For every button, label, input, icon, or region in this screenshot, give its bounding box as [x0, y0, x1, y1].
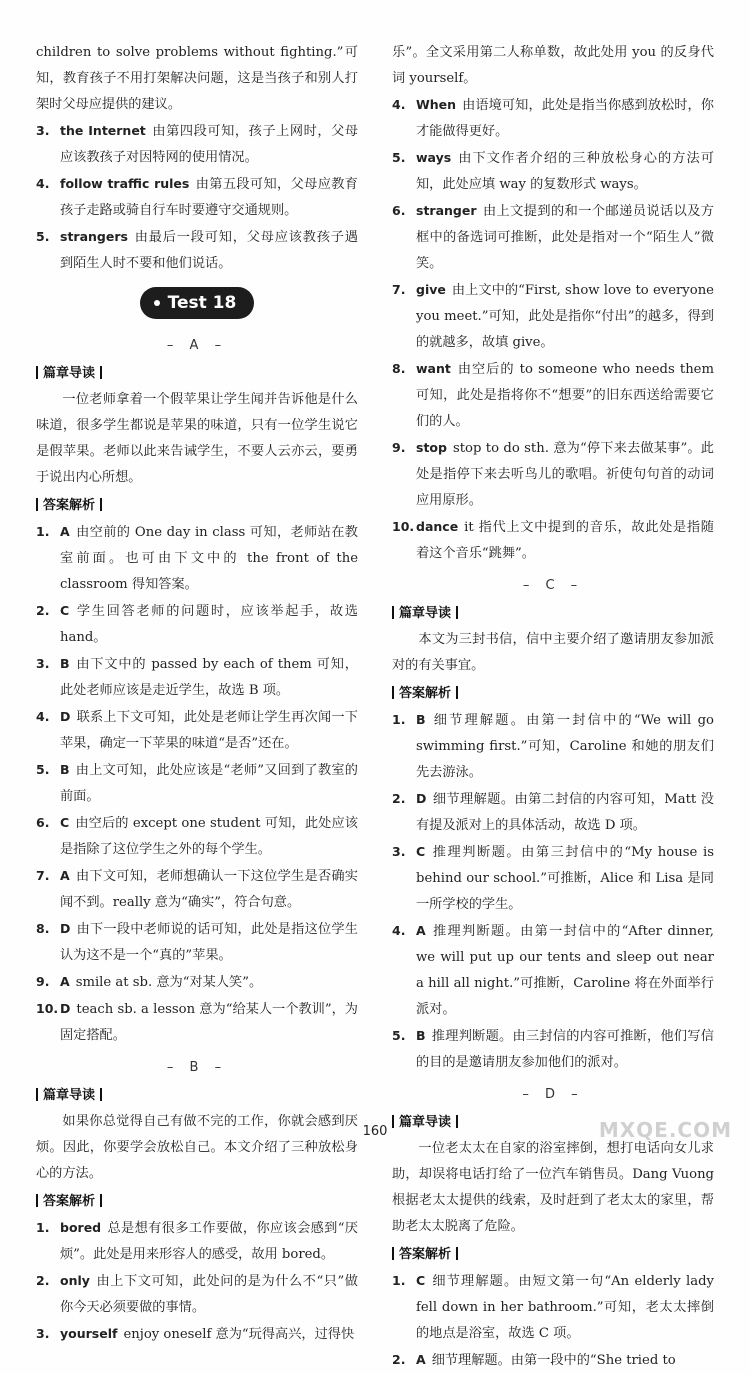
item-answer: give — [416, 282, 446, 297]
list-item — [36, 598, 358, 651]
list-item — [392, 356, 714, 435]
list-item — [392, 1347, 714, 1374]
guide-text: 本文为三封书信，信中主要介绍了邀请朋友参加派对的有关事宜。 — [392, 632, 714, 673]
item-number: 10. — [36, 1001, 59, 1016]
item-number: 2. — [36, 603, 50, 618]
item-answer: ways — [416, 150, 452, 165]
list-item — [36, 810, 358, 863]
item-text: smile at sb. 意为“对某人笑”。 — [75, 975, 263, 990]
guide-heading: 篇章导读 — [392, 1110, 714, 1136]
item-text: 细节理解题。由第一段中的“She tried to — [431, 1353, 676, 1368]
left-continued-text: children to solve problems without fighting.”可知，教育孩子不用打架解决问题，这是当孩子和别人打架时父母应提供的建议。 — [36, 45, 358, 112]
left-column — [36, 40, 358, 1348]
item-answer: strangers — [60, 229, 128, 244]
item-text: teach sb. a lesson 意为“给某人一个教训”，为固定搭配。 — [60, 1002, 358, 1043]
item-answer: bored — [60, 1220, 102, 1235]
item-number: 7. — [36, 868, 50, 883]
item-text: 由上文可知，此处应该是“老师”又回到了教室的前面。 — [60, 763, 358, 804]
item-answer: only — [60, 1273, 90, 1288]
item-answer: C — [416, 844, 426, 859]
item-number: 1. — [36, 1220, 50, 1235]
item-number: 1. — [36, 524, 50, 539]
list-item — [36, 519, 358, 598]
test-title: Test 18 — [167, 293, 237, 313]
item-answer: A — [60, 974, 70, 989]
part-d-items — [392, 1268, 714, 1374]
item-number: 2. — [392, 791, 406, 806]
item-number: 8. — [392, 361, 406, 376]
item-text: 由上下文可知，此处问的是为什么不“只”做你今天必须要做的事情。 — [60, 1274, 358, 1315]
right-top-items — [392, 92, 714, 567]
list-item — [36, 863, 358, 916]
item-number: 7. — [392, 282, 406, 297]
item-number: 5. — [36, 229, 50, 244]
item-text: 联系上下文可知，此处是老师让学生再次闻一下苹果，确定一下苹果的味道“是否”还在。 — [60, 710, 358, 751]
item-answer: D — [416, 791, 427, 806]
list-item — [36, 1321, 358, 1348]
item-text: 由下文作者介绍的三种放松身心的方法可知，此处应填 way 的复数形式 ways。 — [416, 151, 714, 192]
item-text: 细节理解题。由第二封信的内容可知，Matt 没有提及派对上的具体活动，故选 D 项。 — [416, 792, 714, 833]
list-item — [392, 145, 714, 198]
item-text: 推理判断题。由第三封信中的“My house is behind our school.”可推断，Alice 和 Lisa 是同一所学校的学生。 — [416, 845, 714, 912]
item-text: enjoy oneself 意为“玩得高兴，过得快 — [123, 1327, 355, 1342]
item-text: 学生回答老师的问题时，应该举起手，故选 hand。 — [60, 604, 358, 645]
part-a-label: – A – — [166, 338, 228, 353]
item-number: 2. — [36, 1273, 50, 1288]
list-item — [36, 704, 358, 757]
list-item — [392, 277, 714, 356]
item-text: 由下文可知，老师想确认一下这位学生是否确实闻不到。really 意为“确实”，符合句意。 — [60, 869, 358, 910]
item-answer: A — [416, 1352, 426, 1367]
item-number: 1. — [392, 1273, 406, 1288]
item-number: 8. — [36, 921, 50, 936]
item-number: 3. — [392, 844, 406, 859]
item-text: 由第五段可知，父母应教育孩子走路或骑自行车时要遵守交通规则。 — [60, 177, 358, 218]
part-b-label: – B – — [166, 1060, 228, 1075]
list-item — [36, 224, 358, 277]
list-item — [36, 651, 358, 704]
item-answer: D — [60, 709, 71, 724]
item-answer: B — [60, 656, 70, 671]
item-text: 推理判断题。由三封信的内容可推断，他们写信的目的是邀请朋友参加他们的派对。 — [416, 1029, 714, 1070]
item-text: 由空前的 One day in class 可知，老师站在教室前面。也可由下文中的 the front of the classroom 得知答案。 — [60, 525, 358, 592]
item-answer: dance — [416, 519, 459, 534]
item-text: 由下文中的 passed by each of them 可知，此处老师应该是走近学生，故选 B 项。 — [60, 657, 358, 698]
item-text: it 指代上文中提到的音乐，故此处是指随着这个音乐“跳舞”。 — [416, 520, 714, 561]
item-answer: B — [60, 762, 70, 777]
guide-text: 一位老太太在自家的浴室摔倒，想打电话向女儿求助，却误将电话打给了一位汽车销售员。Dang Vuong 根据老太太提供的线索，及时赶到了老太太的家里，帮助老太太脱离了危险。 — [392, 1141, 714, 1234]
item-answer: A — [60, 868, 70, 883]
watermark-logo: MXQE.COM — [598, 1118, 732, 1142]
list-item — [392, 918, 714, 1023]
item-answer: B — [416, 1028, 426, 1043]
list-item — [36, 916, 358, 969]
item-text: stop to do sth. 意为“停下来去做某事”。此处是指停下来去听鸟儿的歌唱。祈使句句首的动词应用原形。 — [416, 441, 714, 508]
item-number: 2. — [392, 1352, 406, 1367]
item-text: 由空后的 except one student 可知，此处应该是指除了这位学生之外的每个学生。 — [60, 816, 358, 857]
item-number: 3. — [36, 123, 50, 138]
item-text: 由上文中的“First, show love to everyone you meet.”可知，此处是指你“付出”的越多，得到的就越多，故填 give。 — [416, 283, 714, 350]
analysis-heading: 答案解析 — [36, 1189, 358, 1215]
test-title-badge — [140, 287, 255, 319]
list-item — [36, 118, 358, 171]
guide-text: 一位老师拿着一个假苹果让学生闻并告诉他是什么味道，很多学生都说是苹果的味道，只有一位学生说它是假苹果。老师以此来告诫学生，不要人云亦云，要勇于说出内心所想。 — [36, 392, 358, 485]
item-answer: A — [416, 923, 426, 938]
list-item — [36, 1215, 358, 1268]
item-answer: C — [60, 815, 70, 830]
list-item — [36, 757, 358, 810]
item-number: 9. — [36, 974, 50, 989]
guide-heading: 篇章导读 — [36, 1083, 358, 1109]
list-item — [392, 92, 714, 145]
item-answer: stranger — [416, 203, 477, 218]
item-number: 6. — [392, 203, 406, 218]
list-item — [36, 171, 358, 224]
item-number: 4. — [392, 923, 406, 938]
item-answer: C — [60, 603, 70, 618]
list-item — [392, 514, 714, 567]
test-title-wrap — [36, 287, 358, 319]
item-number: 5. — [392, 150, 406, 165]
analysis-heading: 答案解析 — [392, 1242, 714, 1268]
list-item — [392, 1023, 714, 1076]
item-answer: D — [60, 921, 71, 936]
item-number: 5. — [36, 762, 50, 777]
list-item — [392, 786, 714, 839]
item-number: 10. — [392, 519, 415, 534]
item-text: 推理判断题。由第一封信中的“After dinner, we will put up our tents and sleep out near a hill all night.”可推断，Caroline 将在外面举行派对。 — [416, 924, 714, 1017]
part-c-label: – C – — [522, 578, 584, 593]
item-text: 由下一段中老师说的话可知，此处是指这位学生认为这不是一个“真的”苹果。 — [60, 922, 358, 963]
part-a-items — [36, 519, 358, 1049]
list-item — [392, 839, 714, 918]
analysis-heading: 答案解析 — [36, 493, 358, 519]
item-number: 4. — [392, 97, 406, 112]
left-top-items — [36, 40, 358, 277]
list-item — [392, 1268, 714, 1347]
bullet-dot-icon — [154, 300, 160, 306]
analysis-heading: 答案解析 — [392, 681, 714, 707]
item-answer: C — [416, 1273, 426, 1288]
item-text: 总是想有很多工作要做，你应该会感到“厌烦”。此处是用来形容人的感受，故用 bored。 — [60, 1221, 358, 1262]
item-text: 细节理解题。由短文第一句“An elderly lady fell down in her bathroom.”可知，老太太摔倒的地点是浴室，故选 C 项。 — [416, 1274, 714, 1341]
page-number: 160 — [362, 1124, 388, 1139]
item-number: 9. — [392, 440, 406, 455]
list-item — [392, 707, 714, 786]
item-text: 由第四段可知，孩子上网时，父母应该教孩子对因特网的使用情况。 — [60, 124, 359, 165]
item-text: 由最后一段可知，父母应该教孩子遇到陌生人时不要和他们说话。 — [60, 230, 358, 271]
guide-heading: 篇章导读 — [36, 361, 358, 387]
part-b-items — [36, 1215, 358, 1348]
item-answer: yourself — [60, 1326, 118, 1341]
guide-text: 如果你总觉得自己有做不完的工作，你就会感到厌烦。因此，你要学会放松自己。本文介绍了三种放松身心的方法。 — [36, 1114, 358, 1181]
item-number: 4. — [36, 709, 50, 724]
item-answer: B — [416, 712, 426, 727]
item-answer: A — [60, 524, 70, 539]
item-number: 6. — [36, 815, 50, 830]
item-answer: D — [60, 1001, 71, 1016]
list-item — [36, 1268, 358, 1321]
item-text: 由语境可知，此处是指当你感到放松时，你才能做得更好。 — [416, 98, 714, 139]
item-text: 由空后的 to someone who needs them 可知，此处是指将你不“想要”的旧东西送给需要它们的人。 — [416, 362, 714, 429]
item-number: 5. — [392, 1028, 406, 1043]
part-c-items — [392, 707, 714, 1076]
item-number: 3. — [36, 1326, 50, 1341]
item-number: 4. — [36, 176, 50, 191]
item-answer: stop — [416, 440, 447, 455]
right-continued-text: 乐”。全文采用第二人称单数，故此处用 you 的反身代词 yourself。 — [392, 45, 714, 86]
list-item — [392, 198, 714, 277]
list-item — [36, 996, 358, 1049]
item-number: 1. — [392, 712, 406, 727]
item-answer: the Internet — [60, 123, 146, 138]
item-answer: want — [416, 361, 451, 376]
item-text: 细节理解题。由第一封信中的“We will go swimming first.”可知，Caroline 和她的朋友们先去游泳。 — [416, 713, 714, 780]
part-d-label: – D – — [522, 1087, 584, 1102]
item-answer: When — [416, 97, 457, 112]
item-number: 3. — [36, 656, 50, 671]
list-item — [36, 969, 358, 996]
list-item — [392, 435, 714, 514]
item-answer: follow traffic rules — [60, 176, 190, 191]
item-text: 由上文提到的和一个邮递员说话以及方框中的备选词可推断，此处是指对一个“陌生人”微笑。 — [416, 204, 714, 271]
guide-heading: 篇章导读 — [392, 601, 714, 627]
right-column — [392, 40, 714, 1374]
